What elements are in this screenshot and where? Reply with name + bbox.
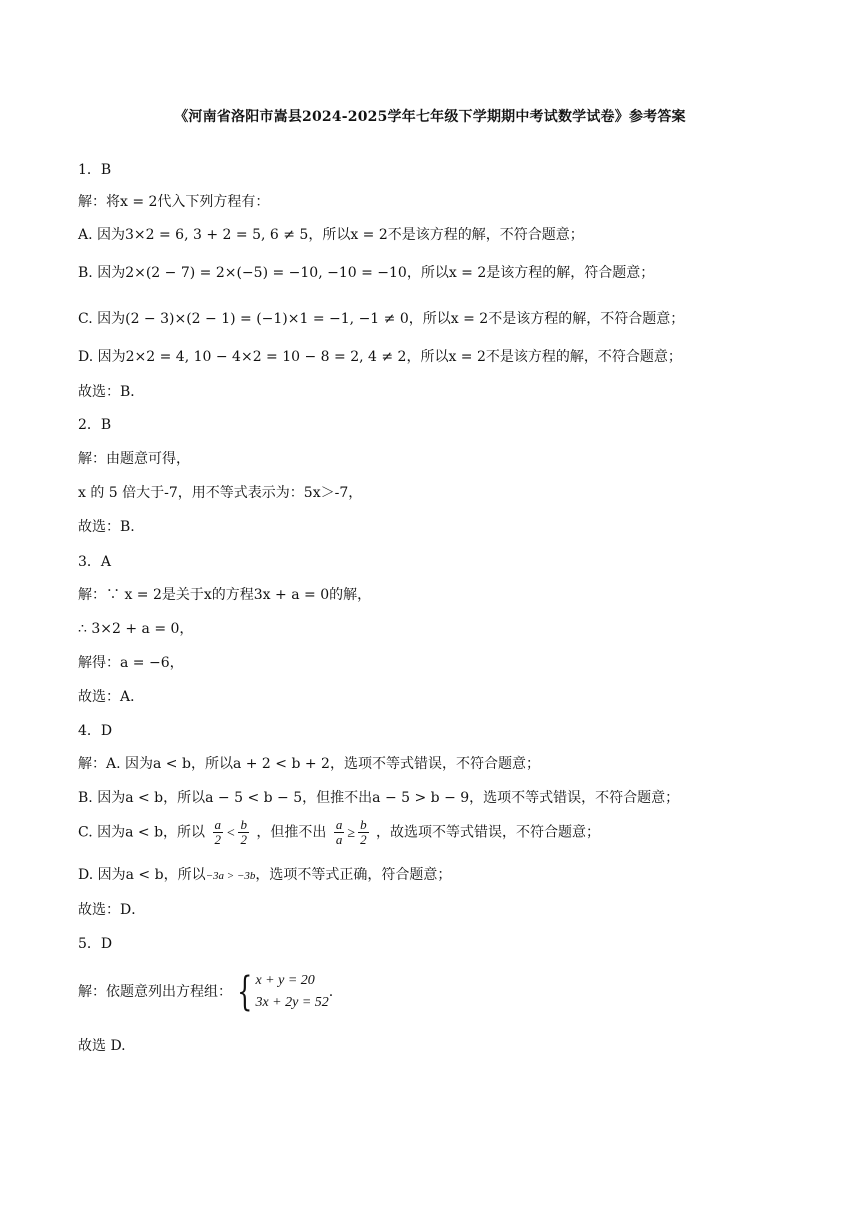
q2-choice: 故选：B. bbox=[78, 519, 135, 535]
q2-body: x 的 5 倍大于-7，用不等式表示为：5x＞-7， bbox=[78, 485, 363, 501]
q4-c-fraction-1 bbox=[210, 817, 257, 847]
q4-d-suffix: ，选项不等式正确，符合题意； bbox=[255, 867, 452, 883]
q3-choice: 故选：A． bbox=[78, 689, 145, 705]
q2-answer: 2．B bbox=[78, 417, 112, 433]
frac-numerator: b bbox=[240, 817, 247, 832]
frac-denominator: 2 bbox=[360, 832, 367, 847]
q1-option-b: B. 因为2×(2 − 7) = 2×(−5) = −10, −10 = −10，所以x = 2是该方程的解，符合题意； bbox=[78, 265, 655, 281]
q1-answer: 1．B bbox=[78, 162, 112, 178]
q4-choice: 故选：D． bbox=[78, 902, 146, 918]
q5-end: . bbox=[328, 984, 334, 1000]
q4-c-suffix: ，故选项不等式错误，不符合题意； bbox=[376, 824, 601, 841]
frac-denominator: 2 bbox=[240, 832, 247, 847]
q1-option-a: A. 因为3×2 = 6, 3 + 2 = 5, 6 ≠ 5，所以x = 2不是该方程的解，不符合题意； bbox=[78, 227, 584, 243]
left-brace-icon: { bbox=[237, 969, 253, 1015]
q4-d-prefix: D. 因为a < b，所以 bbox=[78, 867, 206, 883]
document-title: 《河南省洛阳市嵩县2024-2025学年七年级下学期期中考试数学试卷》参考答案 bbox=[174, 109, 686, 125]
q1-option-c: C. 因为(2 − 3)×(2 − 1) = (−1)×1 = −1, −1 ≠ 0，所以x = 2不是该方程的解，不符合题意； bbox=[78, 311, 685, 327]
q5-answer: 5．D bbox=[78, 936, 113, 952]
q4-c-prefix: C. 因为a < b，所以 bbox=[78, 824, 206, 841]
q3-answer: 3．A bbox=[78, 554, 112, 570]
q4-c-middle: ，但推不出 bbox=[256, 824, 327, 841]
q4-option-a: 解：A. 因为a < b，所以a + 2 < b + 2，选项不等式错误，不符合题意； bbox=[78, 756, 540, 772]
q5-intro: 解：依题意列出方程组： bbox=[78, 984, 232, 1000]
q4-d-expression: −3a > −3b bbox=[205, 870, 256, 882]
frac-numerator: a bbox=[214, 817, 222, 832]
q4-c-fraction-2 bbox=[331, 817, 376, 847]
q5-choice: 故选 D. bbox=[78, 1038, 126, 1054]
q4-option-c bbox=[78, 818, 600, 847]
q5-equation-system bbox=[78, 970, 333, 1014]
q3-line2: ∴ 3×2 + a = 0， bbox=[78, 621, 194, 637]
q5-equation-2: 3x + 2y = 52 bbox=[255, 995, 329, 1010]
inequality-sign: ≥ bbox=[347, 825, 356, 841]
frac-numerator: a bbox=[335, 817, 343, 832]
q1-choice: 故选：B． bbox=[78, 384, 145, 400]
frac-denominator: 2 bbox=[214, 832, 222, 847]
frac-numerator: b bbox=[360, 817, 367, 832]
frac-denominator: a bbox=[335, 832, 343, 847]
q5-equation-1: x + y = 20 bbox=[255, 973, 315, 988]
inequality-sign: < bbox=[226, 825, 236, 841]
q4-answer: 4．D bbox=[78, 723, 113, 739]
q1-intro: 解：将x = 2代入下列方程有： bbox=[78, 194, 270, 210]
q3-line1: 解：∵ x = 2是关于x的方程3x + a = 0的解， bbox=[78, 587, 372, 603]
q4-option-d bbox=[78, 865, 451, 886]
q1-option-d: D. 因为2×2 = 4, 10 − 4×2 = 10 − 8 = 2, 4 ≠ 2，所以x = 2不是该方程的解，不符合题意； bbox=[78, 349, 682, 365]
q3-line3: 解得：a = −6， bbox=[78, 655, 184, 671]
q2-intro: 解：由题意可得， bbox=[78, 451, 190, 467]
q4-option-b: B. 因为a < b，所以a − 5 < b − 5，但推不出a − 5 > b − 9，选项不等式错误，不符合题意； bbox=[78, 790, 680, 806]
